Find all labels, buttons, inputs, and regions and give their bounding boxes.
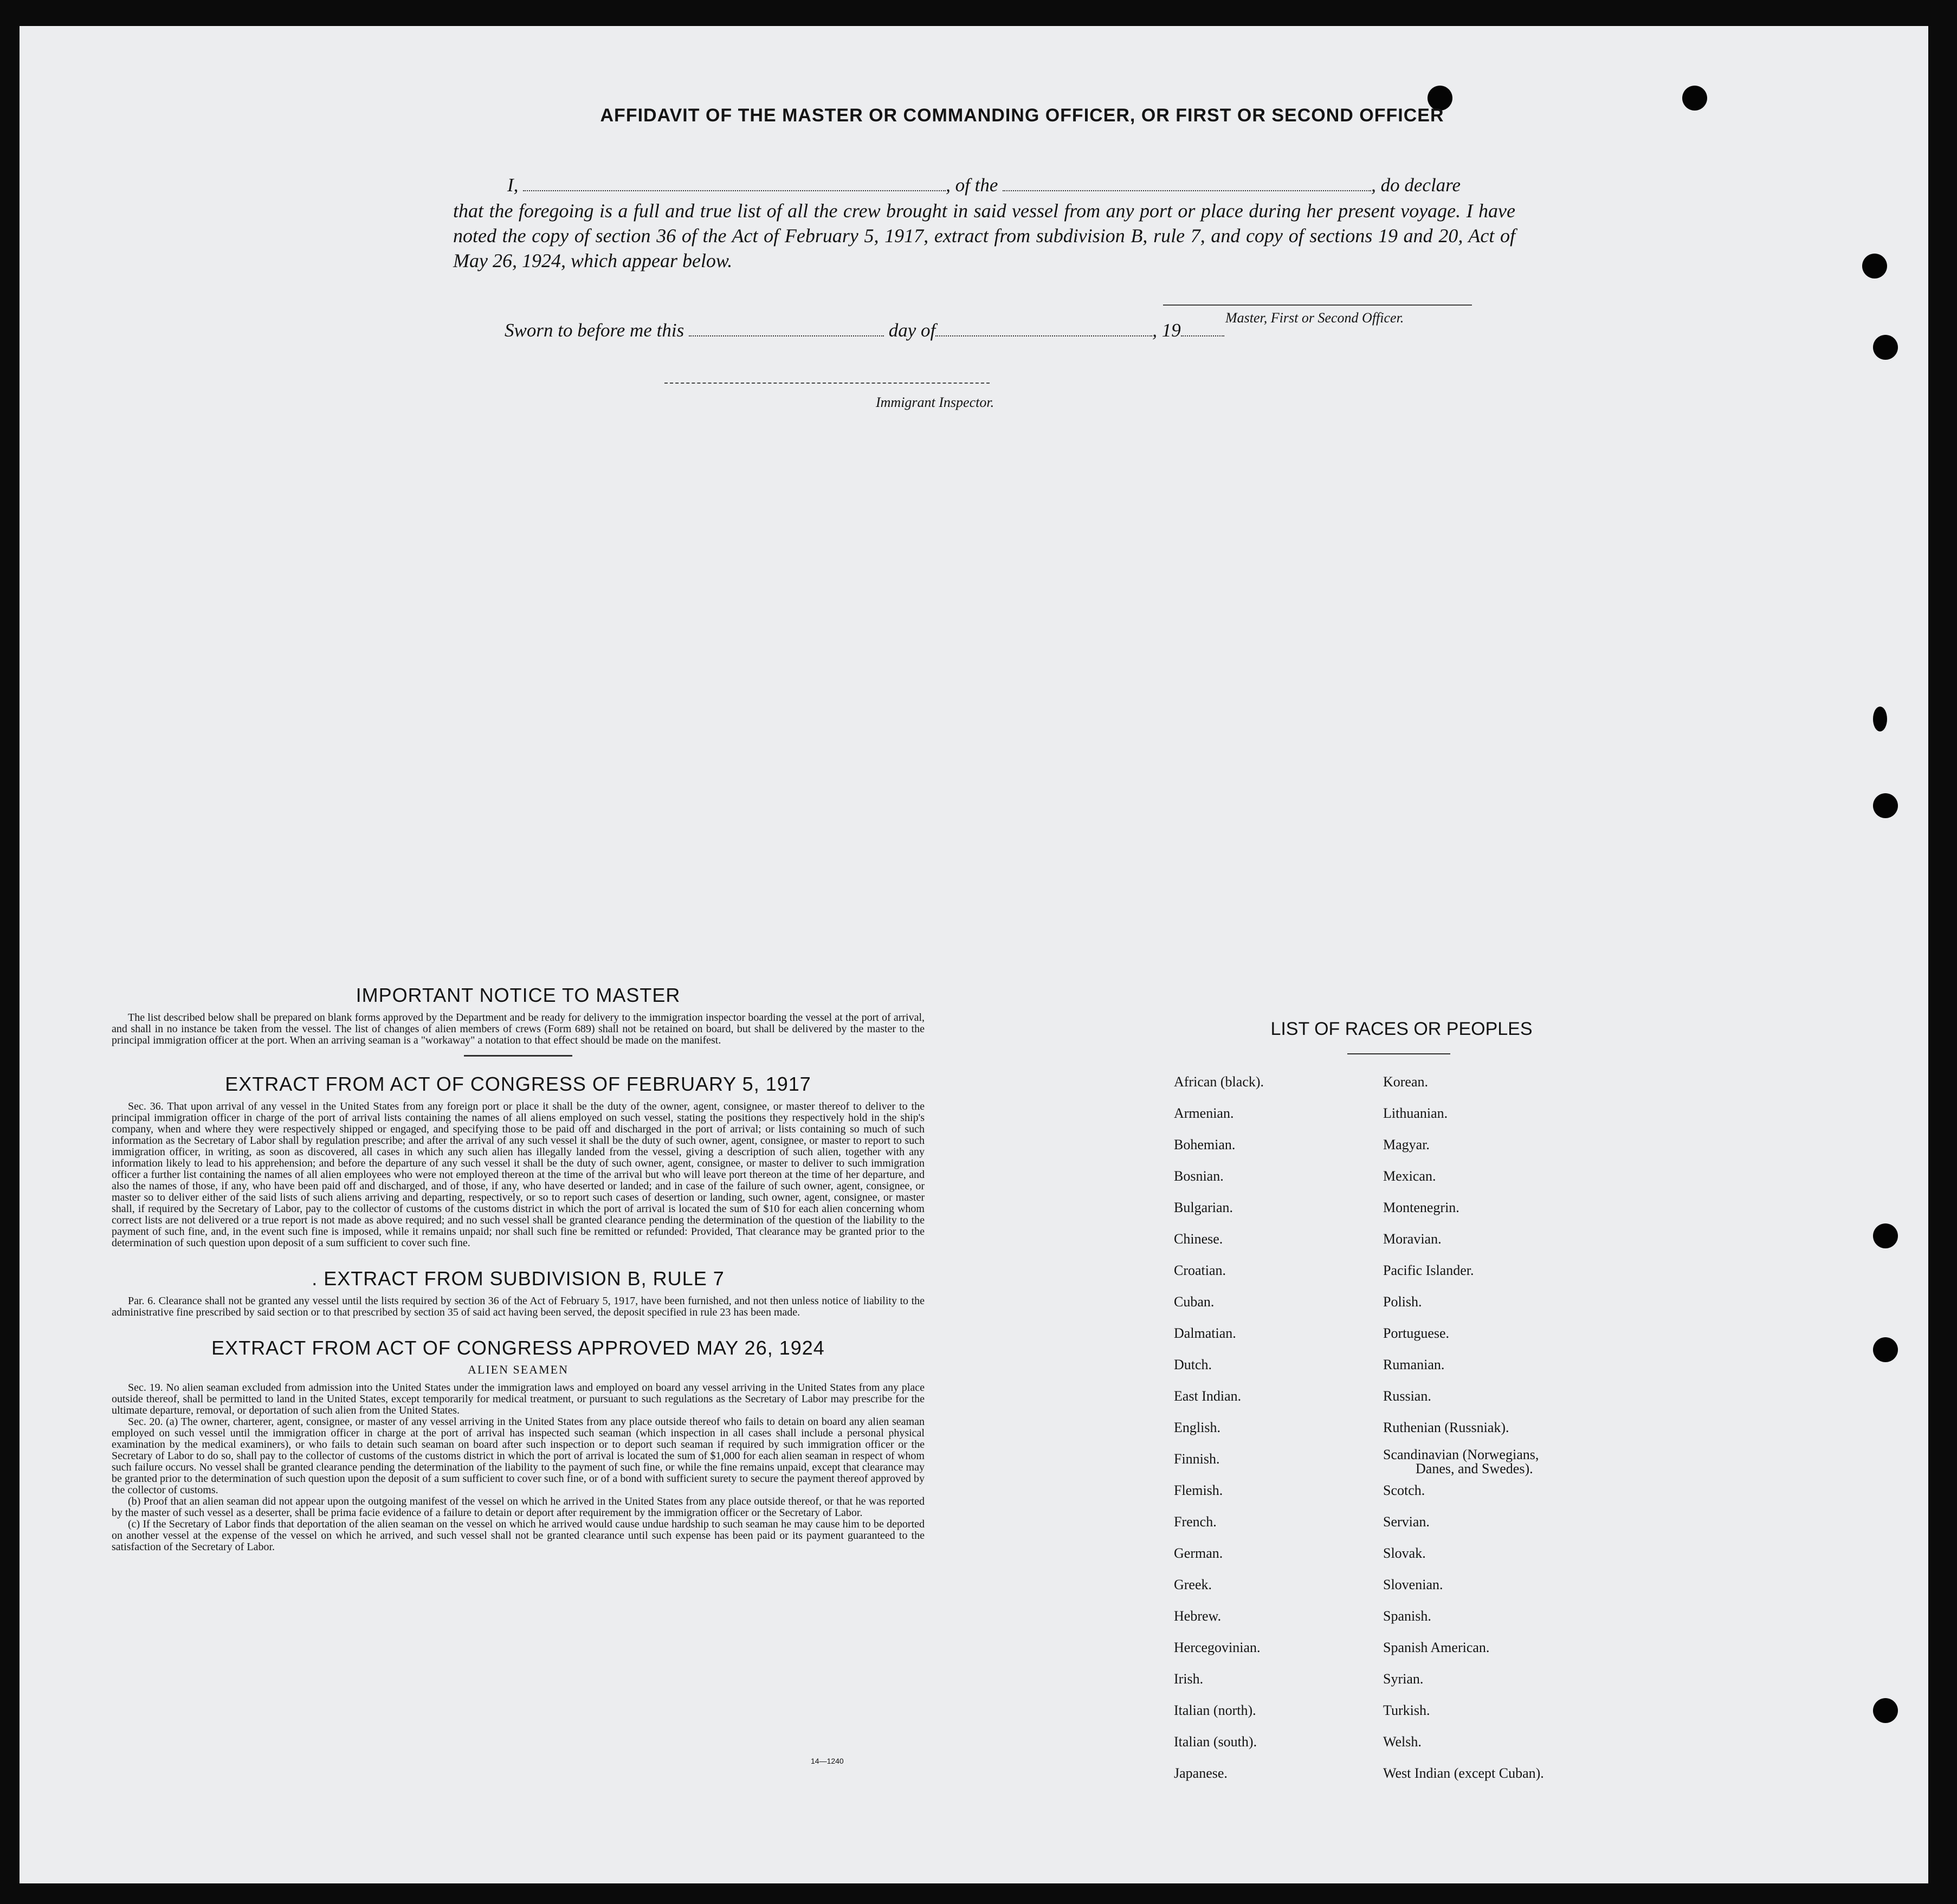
race-item: Syrian. xyxy=(1383,1671,1424,1687)
sworn-day-label: day of xyxy=(888,320,936,341)
race-item: Armenian. xyxy=(1174,1105,1234,1121)
race-item: Turkish. xyxy=(1383,1702,1430,1718)
sworn-label: Sworn to before me this xyxy=(505,320,684,341)
race-item: Montenegrin. xyxy=(1383,1200,1459,1215)
race-item: Bosnian. xyxy=(1174,1168,1224,1184)
race-item: Italian (south). xyxy=(1174,1734,1257,1750)
race-item: Magyar. xyxy=(1383,1137,1430,1152)
sworn-month-blank[interactable] xyxy=(935,335,1152,336)
race-item: Chinese. xyxy=(1174,1231,1223,1247)
race-item: Scotch. xyxy=(1383,1482,1425,1498)
extract-1917-text: Sec. 36. That upon arrival of any vessel in the United States from any foreign port or place it shall be the duty of the owner, agent, consignee, or master thereof to deliver to the principal immigration officer in charge of the port of arrival lists containing the names of all aliens employed on such vessel, stating the positions they respectively hold in the ship's company, when and where they were respectively shipped or engaged, and specifying those to be paid off and discharged in the port of arrival; or lists containing so much of such information as the Secretary of Labor shall by regulation prescribe; and after the arrival of any such vessel it shall be the duty of such owner, agent, consignee, or master to report to such immigration officer, in writing, as soon as discovered, all cases in which any such alien has illegally landed from the vessel, giving a description of such alien, together with any information likely to lead to his apprehension; and before the departure of any such vessel it shall be the duty of such owner, agent, consignee, or master to deliver to such immigration officer a further list containing the names of all alien employees who were not employed thereon at the time of the arrival but who will leave port thereon at the time of her departure, and also the names of those, if any, who have been paid off and discharged, and of those, if any, who have deserted or landed; and in case of the failure of such owner, agent, consignee, or master so to deliver either of the said lists of such aliens arriving and departing, respectively, or so to report such cases of desertion or landing, such owner, agent, consignee, or master shall, if required by the Secretary of Labor, pay to the collector of customs of the customs district in which the port of arrival is located the sum of $10 for each alien concerning whom correct lists are not delivered or a true report is not made as above required; and no such vessel shall be granted clearance pending the determination of the question of the liability to the payment of such fine, and, in the event such fine is imposed, while it remains unpaid; nor shall such fine be remitted or refunded: Provided, That clearance may be granted prior to the determination of such question upon deposit of a sum sufficient to cover such fine. xyxy=(112,1100,925,1249)
vessel-blank[interactable] xyxy=(1003,190,1371,191)
race-item-line: Scandinavian (Norwegians, xyxy=(1383,1447,1539,1462)
alien-seamen-subtitle: ALIEN SEAMEN xyxy=(468,1363,569,1376)
race-item-line: Danes, and Swedes). xyxy=(1416,1461,1533,1476)
extract-1924-sec19: Sec. 19. No alien seaman excluded from admission into the United States under the immigration laws and employed on board any vessel arriving in the United States from any place outside thereof, shall be permitted to land in the United States, except temporarily for medical treatment, or pursuant to such regulations as the Secretary of Labor may prescribe for the ultimate departure, removal, or deportation of such alien from the United States. xyxy=(112,1382,925,1416)
extract-rule7-title: . EXTRACT FROM SUBDIVISION B, RULE 7 xyxy=(312,1267,725,1290)
extract-rule7-body xyxy=(112,1296,925,1318)
race-item: Ruthenian (Russniak). xyxy=(1383,1420,1509,1435)
extract-1924-sec20c: (c) If the Secretary of Labor finds that deportation of the alien seaman on the vessel on which he arrived would cause undue hardship to such seaman he may cause him to be deported on another vessel at the expense of the vessel on which he arrived, and such vessel shall not be granted clearance until such expense has been paid or its payment guaranteed to the satisfaction of the Secretary of Labor. xyxy=(112,1518,925,1553)
important-notice-section xyxy=(112,984,925,1553)
important-notice-title: IMPORTANT NOTICE TO MASTER xyxy=(356,984,681,1006)
punch-hole xyxy=(1862,254,1887,279)
race-item: Slovenian. xyxy=(1383,1577,1443,1592)
race-item: Italian (north). xyxy=(1174,1702,1256,1718)
race-item: Japanese. xyxy=(1174,1765,1228,1781)
race-item: Servian. xyxy=(1383,1514,1430,1530)
race-item: Mexican. xyxy=(1383,1168,1436,1184)
race-item: Lithuanian. xyxy=(1383,1105,1448,1121)
races-title: LIST OF RACES OR PEOPLES xyxy=(1270,1019,1533,1039)
race-item: German. xyxy=(1174,1545,1223,1561)
form-number: 14—1240 xyxy=(811,1757,844,1765)
race-item: African (black). xyxy=(1174,1074,1264,1090)
punch-hole xyxy=(1873,1337,1898,1362)
extract-1917-title: EXTRACT FROM ACT OF CONGRESS OF FEBRUARY 5, 1917 xyxy=(225,1073,811,1095)
extract-1924-body xyxy=(112,1382,925,1553)
punch-hole xyxy=(1873,793,1898,818)
race-item: Spanish American. xyxy=(1383,1640,1490,1655)
extract-1924-title: EXTRACT FROM ACT OF CONGRESS APPROVED MAY 26, 1924 xyxy=(211,1337,825,1359)
extract-rule7-text: Par. 6. Clearance shall not be granted any vessel until the lists required by section 36 of the Act of February 5, 1917, have been furnished, and not then unless notice of liability to the administrative fine prescribed by said section or to that prescribed by section 35 of said act having been served, the deposit specified in rule 23 has been made. xyxy=(112,1295,925,1318)
race-item xyxy=(1383,1443,1544,1475)
race-item: Dutch. xyxy=(1174,1357,1212,1372)
affidavit-title: AFFIDAVIT OF THE MASTER OR COMMANDING OFFICER, OR FIRST OR SECOND OFFICER xyxy=(600,105,1444,126)
race-item: West Indian (except Cuban). xyxy=(1383,1765,1544,1781)
race-item: Finnish. xyxy=(1174,1451,1220,1467)
inspector-signature-caption: Immigrant Inspector. xyxy=(876,394,994,410)
name-blank[interactable] xyxy=(523,190,946,191)
affidavit-body: that the foregoing is a full and true list of all the crew brought in said vessel from any port or place during her present voyage. I have noted the copy of section 36 of the Act of February 5, 1917, extract from subdivision B, rule 7, and copy of sections 19 and 20, Act of May 26, 1924, which appear below. xyxy=(453,200,1515,271)
race-item: Polish. xyxy=(1383,1294,1422,1310)
affidavit-i-label: I, xyxy=(507,174,519,196)
race-item: East Indian. xyxy=(1174,1388,1242,1404)
race-item: Flemish. xyxy=(1174,1482,1223,1498)
punch-hole xyxy=(1873,707,1887,731)
important-notice-text: The list described below shall be prepared on blank forms approved by the Department and be ready for delivery to the immigration inspector boarding the vessel at the port of arrival, and shall in no instance be taken from the vessel. The list of changes of alien members of crews (Form 689) shall not be retained on board, but shall be delivered by the master to the principal immigration officer at the port. When an arriving seaman is a "workaway" a notation to that effect should be made on the manifest. xyxy=(112,1012,925,1046)
race-item: Spanish. xyxy=(1383,1608,1431,1624)
sworn-year-blank[interactable] xyxy=(1181,335,1224,336)
races-divider xyxy=(1347,1053,1450,1054)
affidavit-of-the-label: , of the xyxy=(946,174,998,196)
race-item: English. xyxy=(1174,1420,1220,1435)
race-item: Greek. xyxy=(1174,1577,1212,1592)
race-item: French. xyxy=(1174,1514,1217,1530)
extract-1924-sec20b: (b) Proof that an alien seaman did not appear upon the outgoing manifest of the vessel on which he arrived in the United States from any place outside thereof, or that he was reported by the master of such vessel as a deserter, shall be prima facie evidence of a failure to detain or deport after requirement by the immigration officer or the Secretary of Labor. xyxy=(112,1495,925,1519)
race-item: Bulgarian. xyxy=(1174,1200,1233,1215)
race-item: Dalmatian. xyxy=(1174,1325,1236,1341)
race-item: Slovak. xyxy=(1383,1545,1426,1561)
race-item: Moravian. xyxy=(1383,1231,1442,1247)
sworn-year-label: , 19 xyxy=(1152,320,1181,341)
extract-1917-body xyxy=(112,1101,925,1249)
races-left-column xyxy=(1174,1066,1264,1789)
race-item: Korean. xyxy=(1383,1074,1429,1090)
race-item: Russian. xyxy=(1383,1388,1431,1404)
punch-hole xyxy=(1873,1698,1898,1723)
race-item: Hebrew. xyxy=(1174,1608,1222,1624)
race-item: Bohemian. xyxy=(1174,1137,1236,1152)
race-item: Irish. xyxy=(1174,1671,1204,1687)
punch-hole xyxy=(1682,86,1707,111)
extract-1924-sec20a: Sec. 20. (a) The owner, charterer, agent, consignee, or master of any vessel arriving in the United States from any place outside thereof who fails to detain on board any alien seaman employed on such vessel until the immigration officer in charge at the port of arrival has inspected such seaman (which inspection in all cases shall include a personal physical examination by the medical examiners), or who fails to detain such seaman on board after such inspection or to deport such seaman if required by such immigration officer or the Secretary of Labor to do so, shall pay to the collector of customs of the customs district in which the port of arrival is located the sum of $1,000 for each alien seaman in respect of whom such failure occurs. No vessel shall be granted clearance pending the determination of the liability to the payment of such fine, or while the fine remains unpaid, except that clearance may be granted prior to the determination of such question upon the deposit of a sum sufficient to cover such fine, or of a bond with sufficient surety to secure the payment thereof approved by the collector of customs. xyxy=(112,1416,925,1496)
master-signature-caption: Master, First or Second Officer. xyxy=(1225,310,1404,326)
race-item: Croatian. xyxy=(1174,1262,1226,1278)
section-divider xyxy=(464,1055,572,1057)
races-right-column xyxy=(1383,1066,1544,1789)
race-item: Pacific Islander. xyxy=(1383,1262,1474,1278)
race-item: Portuguese. xyxy=(1383,1325,1450,1341)
race-item: Welsh. xyxy=(1383,1734,1422,1750)
race-item: Rumanian. xyxy=(1383,1357,1445,1372)
affidavit-declaration-line xyxy=(507,174,1461,196)
document-page xyxy=(20,26,1928,1883)
race-item: Cuban. xyxy=(1174,1294,1215,1310)
master-signature-line[interactable] xyxy=(1163,305,1472,306)
sworn-day-blank[interactable] xyxy=(689,335,884,336)
important-notice-body xyxy=(112,1012,925,1046)
race-item: Hercegovinian. xyxy=(1174,1640,1261,1655)
punch-hole xyxy=(1873,1223,1898,1248)
affidavit-declare-label: , do declare xyxy=(1371,174,1461,196)
inspector-signature-line[interactable] xyxy=(664,383,990,384)
punch-hole xyxy=(1873,335,1898,360)
sworn-line xyxy=(505,320,1224,341)
